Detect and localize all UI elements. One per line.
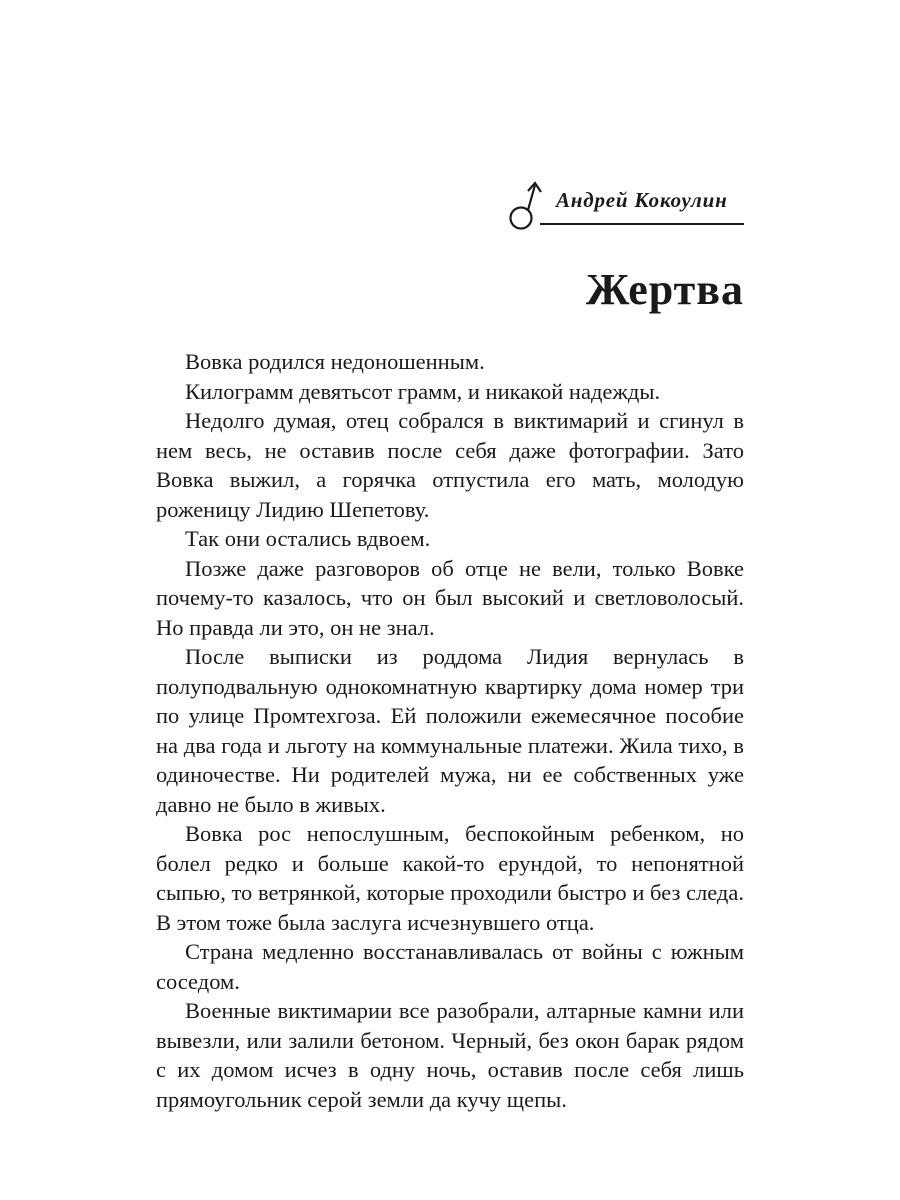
paragraph: Вовка рос непослушным, беспокойным ребенком, но болел редко и больше какой-то ерундой, то непонятной сыпью, то ветрянкой, которые проходили быстро и без следа. В этом тоже была заслуга исчезнувшего отца.: [156, 821, 744, 935]
paragraph: Так они остались вдвоем.: [185, 526, 431, 551]
paragraph: Военные виктимарии все разобрали, алтарные камни или вывезли, или залили бетоном. Черный, без окон барак рядом с их домом исчез в одну ночь, оставив после себя лишь прямоугольник серой земли да кучу щепы.: [156, 998, 744, 1112]
paragraph: Недолго думая, отец собрался в виктимарий и сгинул в нем весь, не оставив после себя даже фотографии. Зато Вовка выжил, а горячка отпустила его мать, молодую роженицу Лидию Шепетову.: [156, 408, 744, 522]
story-title: Жертва: [585, 265, 744, 314]
male-symbol-icon: [508, 180, 542, 232]
paragraph: Позже даже разговоров об отце не вели, только Вовке почему-то казалось, что он был высокий и светловолосый. Но правда ли это, он не знал.: [156, 555, 744, 640]
author-header: [508, 178, 744, 234]
paragraph: Килограмм девятьсот грамм, и никакой надежды.: [185, 378, 661, 404]
story-body: [156, 347, 744, 1114]
author-name: Андрей Кокоулин: [556, 188, 728, 212]
paragraph: Вовка родился недоношенным.: [185, 349, 485, 374]
paragraph: Страна медленно восстанавливалась от войны с южным соседом.: [156, 939, 744, 994]
paragraph: После выписки из роддома Лидия вернулась в полуподвальную однокомнатную квартирку дома номер три по улице Промтехгоза. Ей положили ежемесячное пособие на два года и льготу на коммунальные платежи. Жила тихо, в одиночестве. Ни родителей мужа, ни ее собственных уже давно не было в живых.: [156, 644, 744, 817]
author-divider: [540, 223, 744, 225]
